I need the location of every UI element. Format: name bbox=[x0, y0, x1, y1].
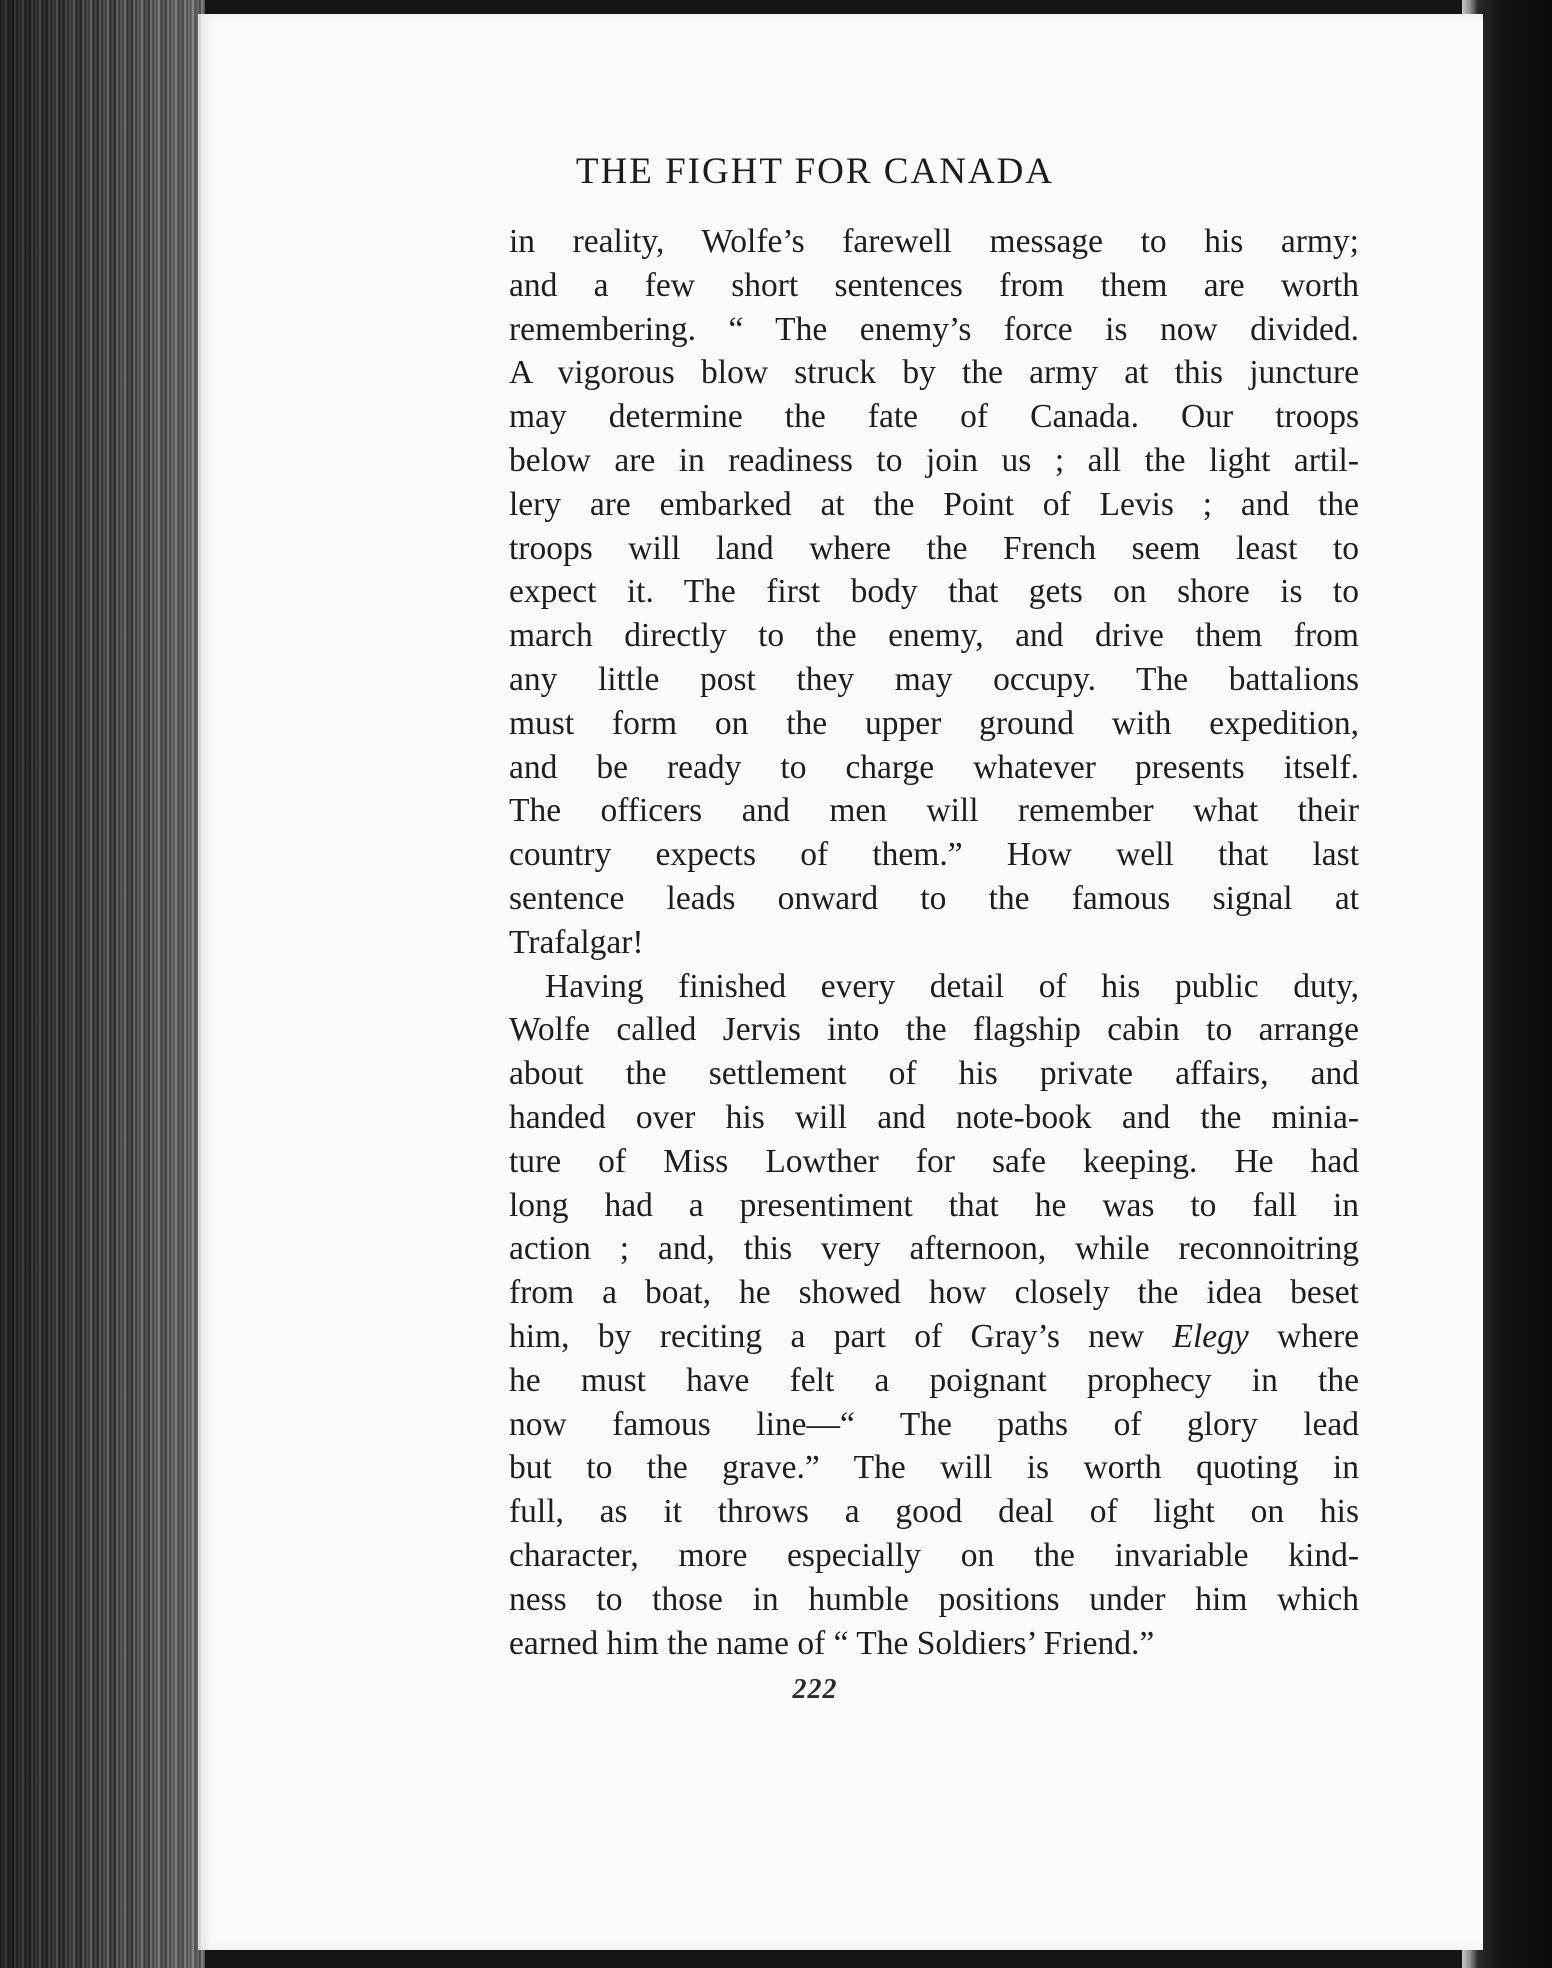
text-line: any little post they may occupy. The battalions bbox=[509, 660, 1359, 698]
text-line: must form on the upper ground with expedition, bbox=[509, 704, 1359, 742]
paragraph-2 bbox=[509, 965, 1359, 1666]
text-line: Wolfe called Jervis into the flagship cabin to arrange bbox=[509, 1011, 1359, 1049]
text-line: ture of Miss Lowther for safe keeping. He had bbox=[509, 1142, 1359, 1180]
text-line: country expects of them.” How well that last bbox=[509, 836, 1359, 874]
elegy-line-after: where bbox=[1248, 1317, 1359, 1355]
text-line: troops will land where the French seem least to bbox=[509, 529, 1359, 567]
text-line: in reality, Wolfe’s farewell message to his army; bbox=[509, 223, 1359, 260]
running-head: THE FIGHT FOR CANADA bbox=[575, 151, 1055, 192]
text-line: full, as it throws a good deal of light on his bbox=[509, 1493, 1359, 1531]
text-line: expect it. The first body that gets on shore is to bbox=[509, 573, 1359, 611]
text-line: character, more especially on the invariable kind- bbox=[509, 1536, 1359, 1574]
text-line: A vigorous blow struck by the army at this juncture bbox=[509, 354, 1359, 392]
text-line: may determine the fate of Canada. Our troops bbox=[509, 398, 1359, 436]
text-line: ness to those in humble positions under him which bbox=[509, 1580, 1359, 1618]
text-line: and a few short sentences from them are worth bbox=[509, 266, 1359, 304]
elegy-line-before: him, by reciting a part of Gray’s new bbox=[509, 1317, 1173, 1355]
text-line: action ; and, this very afternoon, while reconnoitring bbox=[509, 1230, 1359, 1268]
text-line: Trafalgar! bbox=[509, 923, 644, 961]
text-line: from a boat, he showed how closely the idea beset bbox=[509, 1274, 1359, 1312]
text-line: but to the grave.” The will is worth quoting in bbox=[509, 1449, 1359, 1487]
text-line: lery are embarked at the Point of Levis ; and the bbox=[509, 485, 1359, 523]
text-line: Having finished every detail of his public duty, bbox=[545, 967, 1359, 1005]
page-number: 222 bbox=[792, 1674, 838, 1705]
text-line: now famous line—“ The paths of glory lead bbox=[509, 1405, 1359, 1443]
text-line: about the settlement of his private affairs, and bbox=[509, 1055, 1359, 1093]
text-line: below are in readiness to join us ; all the light artil- bbox=[509, 441, 1359, 479]
text-line: and be ready to charge whatever presents itself. bbox=[509, 748, 1359, 786]
text-line: remembering. “ The enemy’s force is now divided. bbox=[509, 310, 1359, 348]
text-line: march directly to the enemy, and drive them from bbox=[509, 617, 1359, 655]
paragraph-1 bbox=[509, 220, 1359, 965]
text-line: earned him the name of “ The Soldiers’ Friend.” bbox=[509, 1624, 1155, 1662]
book-page-edges bbox=[0, 0, 205, 1968]
text-line: The officers and men will remember what their bbox=[509, 792, 1359, 830]
text-line: handed over his will and note-book and the minia- bbox=[509, 1098, 1359, 1136]
text-line: he must have felt a poignant prophecy in the bbox=[509, 1361, 1359, 1399]
elegy-title: Elegy bbox=[1172, 1317, 1249, 1355]
text-line-elegy bbox=[509, 1315, 1359, 1359]
text-line: sentence leads onward to the famous signal at bbox=[509, 879, 1359, 917]
body-text bbox=[509, 220, 1359, 1665]
book-page bbox=[198, 14, 1483, 1950]
text-line: long had a presentiment that he was to fall in bbox=[509, 1186, 1359, 1224]
